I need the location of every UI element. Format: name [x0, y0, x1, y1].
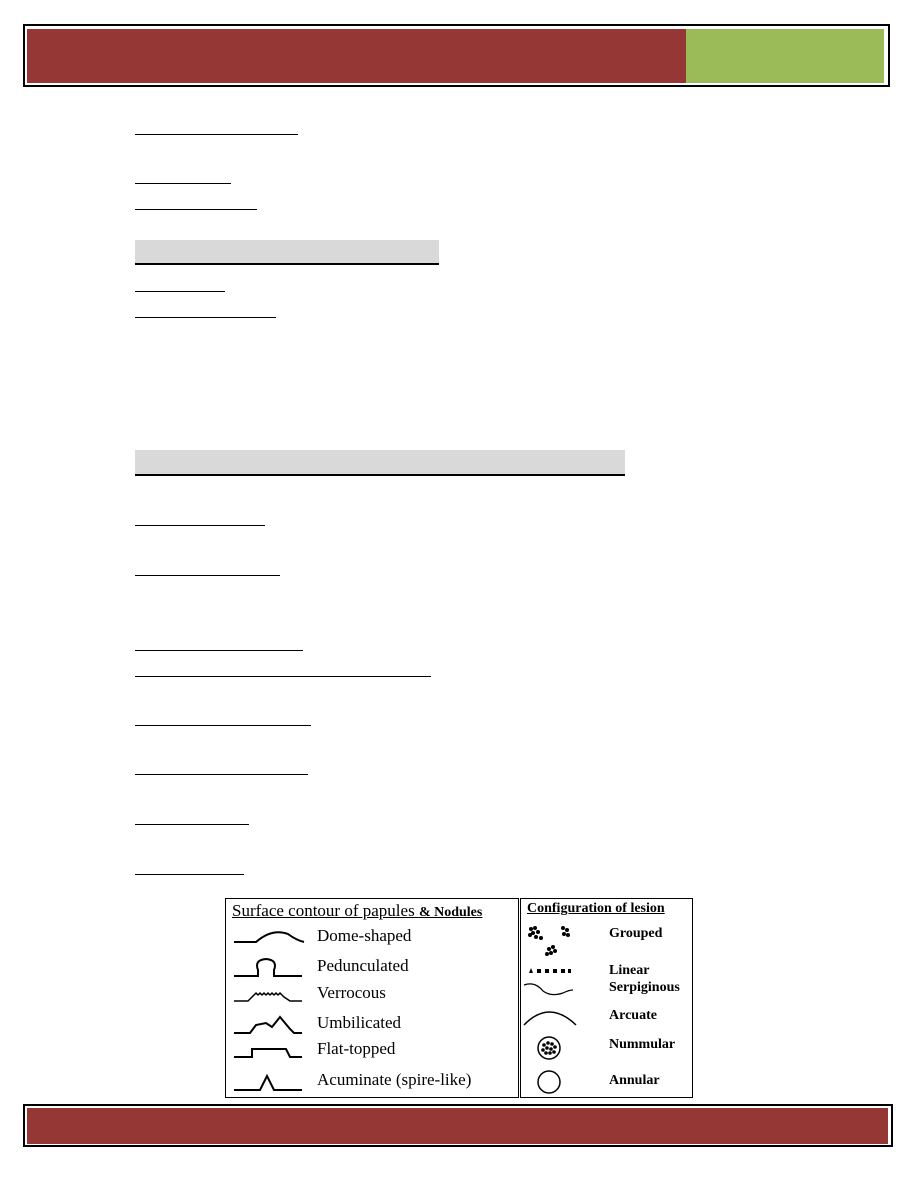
contour-pedunculated	[232, 956, 517, 980]
heading-rule	[135, 824, 249, 825]
config-nummular	[521, 1033, 691, 1063]
section-heading-bar	[135, 450, 625, 476]
config-serpiginous	[521, 979, 691, 1001]
heading-rule	[135, 134, 298, 135]
annular-icon	[521, 1067, 601, 1097]
heading-rule	[135, 209, 257, 210]
verrocous-icon	[232, 983, 312, 1007]
contour-label: Pedunculated	[317, 956, 409, 975]
contour-dome-shaped	[232, 926, 517, 950]
contour-label: Verrocous	[317, 983, 386, 1002]
surface-contour-title-main: Surface contour of papules	[232, 901, 415, 920]
config-label: Arcuate	[609, 1008, 657, 1023]
contour-acuminate	[232, 1070, 517, 1094]
contour-flat-topped	[232, 1039, 517, 1063]
config-label: Grouped	[609, 926, 663, 941]
surface-contour-legend	[225, 898, 519, 1098]
configuration-legend	[520, 898, 693, 1098]
config-label: Nummular	[609, 1037, 676, 1052]
linear-icon	[521, 962, 601, 978]
heading-rule	[135, 774, 308, 775]
config-label: Linear	[609, 963, 650, 978]
footer-red-band	[27, 1108, 888, 1144]
heading-rule	[135, 291, 225, 292]
heading-rule	[135, 725, 311, 726]
contour-label: Flat-topped	[317, 1039, 396, 1058]
config-grouped	[521, 923, 691, 961]
heading-rule	[135, 317, 276, 318]
heading-rule	[135, 183, 231, 184]
serpiginous-icon	[521, 979, 601, 1001]
heading-rule	[135, 874, 244, 875]
contour-label: Acuminate (spire-like)	[317, 1070, 472, 1089]
header-green-band	[686, 29, 884, 83]
contour-label: Dome-shaped	[317, 926, 412, 945]
nummular-icon	[521, 1033, 601, 1063]
grouped-icon	[521, 923, 601, 961]
config-label: Serpiginous	[609, 980, 680, 995]
config-linear	[521, 962, 691, 978]
contour-umbilicated	[232, 1013, 517, 1037]
dome-shaped-icon	[232, 926, 312, 950]
heading-rule	[135, 525, 265, 526]
heading-rule	[135, 575, 280, 576]
header-red-band	[27, 29, 686, 83]
section-heading-bar	[135, 240, 439, 265]
surface-contour-title-suffix: & Nodules	[418, 905, 483, 920]
heading-rule	[135, 676, 431, 677]
arcuate-icon	[521, 1003, 601, 1029]
contour-verrocous	[232, 983, 517, 1007]
config-arcuate	[521, 1003, 691, 1029]
flat-topped-icon	[232, 1039, 312, 1063]
config-label: Annular	[609, 1073, 660, 1088]
umbilicated-icon	[232, 1013, 312, 1037]
pedunculated-icon	[232, 956, 312, 980]
configuration-title: Configuration of lesion	[527, 901, 665, 916]
contour-label: Umbilicated	[317, 1013, 402, 1032]
surface-contour-title	[232, 901, 482, 921]
acuminate-icon	[232, 1070, 312, 1094]
heading-rule	[135, 650, 303, 651]
config-annular	[521, 1067, 691, 1097]
